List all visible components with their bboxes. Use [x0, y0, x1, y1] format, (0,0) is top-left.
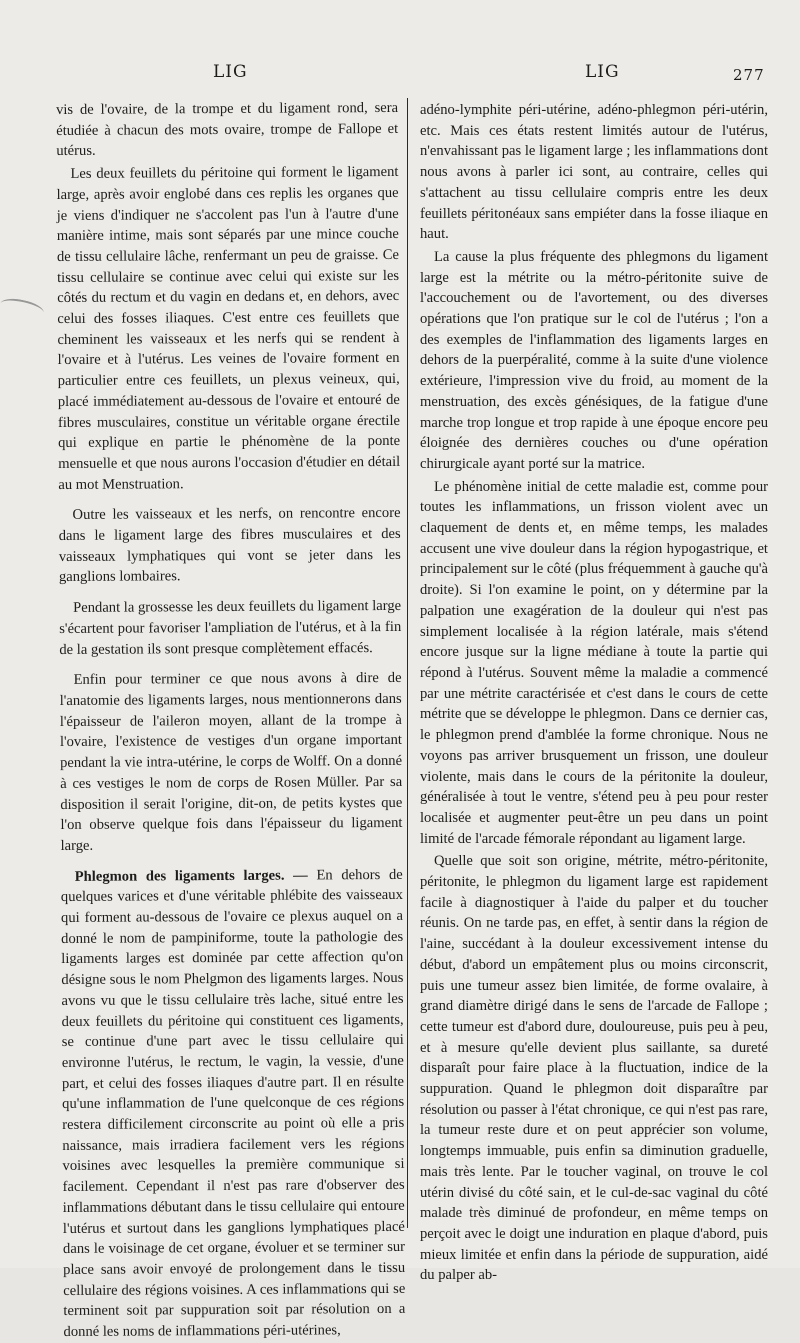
paragraph: Les deux feuillets du péritoine qui forment le ligament large, après avoir englobé dans ces replis les organes que je viens d'indiquer ne s'accolent pas l'un à l'autre d'une manière intime, mais sont séparés par une mince couche de tissu cellulaire lâche, renfermant un peu de graisse. Ce tissu cellulaire se continue avec celui qui existe sur les côtés du rectum et du vagin en dedans et, en dehors, avec celui des fosses iliaques. C'est entre ces feuillets que cheminent les vaisseaux et les nerfs qui se rendent à l'ovaire et à l'utérus. Les veines de l'ovaire forment en particulier entre ces feuillets, un plexus veineux, qui, placé immédiatement au-dessous de l'ovaire et entouré de fibres musculaires, constitue un véritable organe érectile qui explique en partie le phénomène de la ponte mensuelle et que nous aurons l'occasion d'étudier en détail au mot Menstruation. [56, 164, 401, 493]
paragraph: Outre les vaisseaux et les nerfs, on rencontre encore dans le ligament large des fibres musculaires et des vaisseaux lymphatiques qui vont se jeter dans les ganglions lombaires. [58, 505, 401, 586]
section-heading: Phlegmon des ligaments larges. — [74, 867, 308, 885]
paragraph: vis de l'ovaire, de la trompe et du ligament rond, sera étudiée à chacun des mots ovaire, trompe de Fallope et utérus. [56, 99, 399, 160]
section-paragraph [61, 865, 406, 1343]
header-left-word: LIG [213, 62, 248, 82]
paragraph: adéno-lymphite péri-utérine, adéno-phlegmon péri-utérin, etc. Mais ces états restent limités autour de l'utérus, n'envahissant pas le ligament large ; les inflammations dont nous avons à parler ici sont, au contraire, celles qui s'attachent au tissu cellulaire compris entre les deux feuillets péritonéaux sans empiéter dans la fosse iliaque en haut. [420, 102, 768, 243]
paragraph: La cause la plus fréquente des phlegmons du ligament large est la métrite ou la métro-péritonite suive de l'accouchement ou de l'avortement, ou des diverses opérations que l'on pratique sur le col de l'utérus ; l'on a des exemples de l'inflammation des ligaments larges en dehors de la puerpéralité, comme à la suite d'une violence extérieure, l'impression vive du froid, au moment de la menstruation, des excès génésiques, de la fatigue d'une marche trop longue et trop rapide à une époque encore peu éloignée des dernières couches ou d'une opération chirurgicale ayant porté sur la matrice. [420, 248, 768, 472]
column-rule [407, 98, 408, 1228]
right-column [420, 100, 768, 1286]
paragraph: Le phénomène initial de cette maladie est, comme pour toutes les inflammations, un frisson violent avec un claquement de dents et, en même temps, les malades accusent une vive douleur dans la région hypogastrique, et principalement sur le côté (plus fréquemment à gauche qu'à droite). Si l'on examine le point, on y détermine par la palpation une exagération de la douleur qui n'est pas simplement localisée à la région latérale, mais s'étend encore jusque sur la ligne médiane à toute la partie qui répond à l'utérus. Souvent même la maladie a commencé par une métrite caractérisée et c'est dans le cours de cette métrite que se développe le phlegmon. Dans ce dernier cas, le phlegmon prend d'amblée la forme chronique. Nous ne voyons pas arriver brusquement un frisson, une douleur violente, mais dans le cours de la péritonite la douleur, généralisée à tout le ventre, s'étend peu à peu pour rester localisée et augmenter peut-être un peu dans un point limité de l'arcade fémorale répondant au ligament large. [420, 478, 768, 847]
section-text: En dehors de quelques varices et d'une véritable phlébite des vaisseaux qui forment au-dessous de l'ovaire ce plexus auquel on a donné le nom de pampiniforme, toute la pathologie des ligaments larges est dominée par cette affection qu'on désigne sous le nom Phelgmon des ligaments larges. Nous avons vu que le tissu cellulaire très lache, situé entre les deux feuillets du péritoine qui constituent ces ligaments, se continue d'une part avec le tissu cellulaire qui environne l'utérus, le rectum, le vagin, la vessie, d'une part, et celui des fosses iliaques d'autre part. Il en résulte qu'une inflammation de l'une quelconque de ces régions restera difficilement circonscrite au point où elle a pris naissance, mais irradiera facilement vers les régions voisines avec lesquelles la première communique si facilement. Cependant il n'est pas rare d'observer des inflammations débutant dans le tissu cellulaire qui entoure l'utérus et surtout dans les ganglions lymphatiques placé dans le voisinage de cet organe, évoluer et se terminer sur place sans avoir envoyé de prolongement dans le tissu cellulaire des régions voisines. A ces inflammations qui se terminent soit par suppuration soit par résolution on a donné les noms de inflammations péri-utérines, [60, 866, 406, 1341]
left-column [56, 98, 406, 1343]
paragraph: Enfin pour terminer ce que nous avons à dire de l'anatomie des ligaments larges, nous mentionnerons dans l'épaisseur de l'aileron moyen, allant de la trompe à l'ovaire, l'existence de vestiges d'un organe important pendant la vie intra-utérine, le corps de Wolff. On a donné à ces vestiges le nom de corps de Rosen Müller. Par sa disposition il serait l'origine, dit-on, de petits kystes que l'on observe quelque fois dans l'épaisseur du ligament large. [59, 670, 403, 854]
running-head [0, 62, 800, 86]
header-right-word: LIG [585, 62, 620, 82]
paragraph: Pendant la grossesse les deux feuillets du ligament large s'écartent pour favoriser l'ampliation de l'utérus, et à la fin de la gestation ils sont presque complètement effacés. [59, 598, 402, 658]
page-number: 277 [733, 66, 765, 84]
scan-mark [0, 296, 45, 321]
paragraph: Quelle que soit son origine, métrite, métro-péritonite, péritonite, le phlegmon du ligament large est rapidement facile à diagnostiquer à l'aide du palper et du toucher réunis. On ne tarde pas, en effet, à sentir dans la région de l'aine, succédant à la douleur excessivement intense du début, d'abord un empâtement plus ou moins circonscrit, puis une tumeur assez bien limitée, de forme ovalaire, à grand diamètre dirigé dans le sens de l'arcade de Fallope ; cette tumeur est d'abord dure, douloureuse, puis peu à peu, et à mesure qu'elle devient plus saillante, sa dureté disparaît pour faire place à la fluctuation, indice de la suppuration. Quand le phlegmon doit disparaître par résolution ou passer à l'état chronique, ce qui n'est pas rare, la tumeur reste dure et on peut apprécier son volume, longtemps immuable, puis enfin sa diminution graduelle, mais très lente. Par le toucher vaginal, on trouve le col utérin divisé du côté sain, et le cul-de-sac vaginal du côté malade très diminué de profondeur, en même temps on perçoit avec le doigt une induration en plaque d'abord, puis mieux limitée et enfin dans la période de suppuration, aidé du palper ab- [420, 853, 768, 1284]
